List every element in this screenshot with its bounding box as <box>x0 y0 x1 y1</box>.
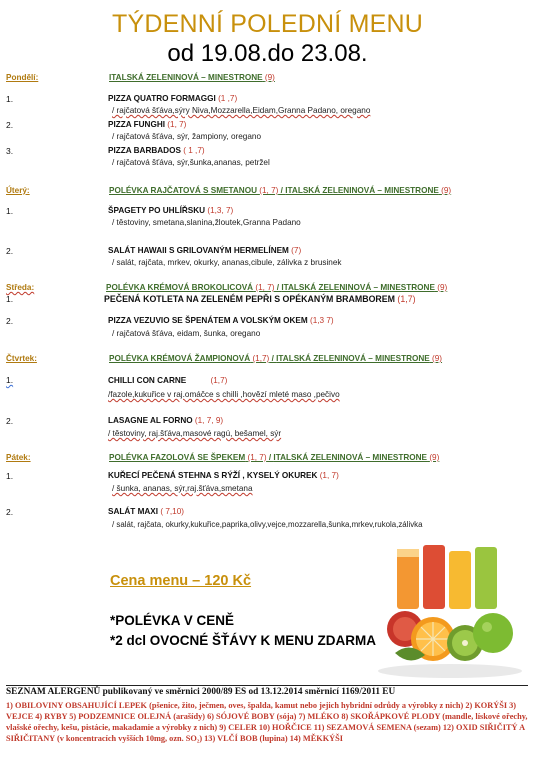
dish-name: PIZZA FUNGHI (1, 7) <box>108 120 187 129</box>
item-number: 1. <box>6 94 14 104</box>
legend-divider <box>6 685 528 686</box>
item-number: 2. <box>6 120 14 130</box>
item-number: 1. <box>6 206 14 216</box>
soup-friday: POLÉVKA FAZOLOVÁ SE ŠPEKEM (1, 7) / ITALSKÁ ZELENINOVÁ – MINESTRONE (9) <box>109 453 440 462</box>
dish-name: SALÁT HAWAII S GRILOVANÝM HERMELÍNEM (7) <box>108 246 302 255</box>
day-label-wednesday: Středa: <box>6 283 35 292</box>
date-range: od 19.08.do 23.08. <box>167 40 368 67</box>
dish-description: / rajčatová šťáva, sýr, žampiony, oregano <box>112 132 262 141</box>
soup-thursday: POLÉVKA KRÉMOVÁ ŽAMPIONOVÁ (1,7) / ITALSKÁ ZELENINOVÁ – MINESTRONE (9) <box>109 354 443 363</box>
dish-description: / šunka, ananas, sýr,raj.šťáva,smetana <box>112 484 253 493</box>
item-number: 1. <box>6 375 14 385</box>
day-label-friday: Pátek: <box>6 453 31 462</box>
item-number: 2. <box>6 507 14 517</box>
day-label-tuesday: Úterý: <box>6 186 30 195</box>
dish-description: / salát, rajčata, okurky,kukuřice,paprika,olivy,vejce,mozzarella,šunka,mrkev,rukola,zálivka <box>112 520 423 529</box>
menu-price: Cena menu – 120 Kč <box>110 573 252 589</box>
item-number: 2. <box>6 246 14 256</box>
dish-description: / rajčatová šťáva, eidam, šunka, oregano <box>112 329 261 338</box>
soup-tuesday: POLÉVKA RAJČATOVÁ S SMETANOU (1, 7) / ITALSKÁ ZELENINOVÁ – MINESTRONE (9) <box>109 186 452 195</box>
item-number: 1. <box>6 294 14 304</box>
dish-name: KUŘECÍ PEČENÁ STEHNA S RÝŽÍ , KYSELÝ OKUREK (1, 7) <box>108 471 339 480</box>
allergen-legend-text: 1) OBILOVINY OBSAHUJÍCÍ LEPEK (pšenice, žito, ječmen, oves, špalda, kamut nebo jejich hybridní odrůdy a výrobky z nich) 2) KORÝŠI 3) VEJCE 4) RYBY 5) PODZEMNICE OLEJNÁ (arašídy) 6) SÓJOVÉ BOBY (sója) 7) MLÉKO 8) SKOŘÁPKOVÉ PLODY (mandle, lískové ořechy, vlašské ořechy, kešu, pistácie, makadamie a výrobky z nich) 9) CELER 10) HOŘČICE 11) SEZAMOVÁ SEMENA (sezam) 12) OXID SIŘIČITÝ A SIŘIČITANY (v koncentracích vyšších 10mg, ozn. SO₂) 13) VLČÍ BOB (lupina) 14) MĚKKÝŠI <box>6 701 528 743</box>
dish-name: PIZZA QUATRO FORMAGGI (1 ,7) <box>108 94 238 103</box>
note-soup-included: *POLÉVKA V CENĚ <box>110 613 235 628</box>
soup-monday: ITALSKÁ ZELENINOVÁ – MINESTRONE (9) <box>109 73 275 82</box>
allergen-legend-title: SEZNAM ALERGENŮ publikovaný ve směrnici 2000/89 ES od 13.12.2014 směrnicí 1169/2011 EU <box>6 687 396 697</box>
soup-wednesday: POLÉVKA KRÉMOVÁ BROKOLICOVÁ (1, 7) / ITALSKÁ ZELENINOVÁ – MINESTRONE (9) <box>106 283 448 292</box>
dish-description: / rajčatová šťáva,sýry Niva,Mozzarella,Eidam,Granna Padano, oregano <box>112 106 371 115</box>
item-number: 1. <box>6 471 14 481</box>
dish-description: / rajčatová šťáva, sýr,šunka,ananas, petržel <box>112 158 270 167</box>
dish-name: CHILLI CON CARNE (1,7) <box>108 376 228 385</box>
day-label-thursday: Čtvrtek: <box>6 354 37 363</box>
dish-description: / salát, rajčata, mrkev, okurky, ananas,cibule, zálivka z brusinek <box>112 258 342 267</box>
item-number: 3. <box>6 146 14 156</box>
dish-name: PIZZA VEZUVIO SE ŠPENÁTEM A VOLSKÝM OKEM (1,3 7) <box>108 316 334 325</box>
dish-name: PIZZA BARBADOS ( 1 ,7) <box>108 146 205 155</box>
dish-description: / těstoviny, raj.šťáva,masové ragú, bešamel, sýr <box>108 429 282 438</box>
page-title: TÝDENNÍ POLEDNÍ MENU <box>112 10 423 38</box>
dish-description: /fazole,kukuřice v raj.omáčce s chilli ,hovězí mleté maso ,pečivo <box>108 390 340 399</box>
note-free-juice: *2 dcl OVOCNÉ ŠŤÁVY K MENU ZDARMA <box>110 633 377 648</box>
item-number: 2. <box>6 316 14 326</box>
day-label-monday: Pondělí: <box>6 73 39 82</box>
dish-name: ŠPAGETY PO UHLÍŘSKU (1,3, 7) <box>108 206 234 215</box>
fruit-juice-image <box>375 543 525 679</box>
dish-name: PEČENÁ KOTLETA NA ZELENÉM PEPŘI S OPÉKANÝM BRAMBOREM (1,7) <box>104 294 416 304</box>
dish-description: / těstoviny, smetana,slanina,žloutek,Granna Padano <box>112 218 301 227</box>
dish-name: SALÁT MAXI ( 7,10) <box>108 507 184 516</box>
dish-name: LASAGNE AL FORNO (1, 7, 9) <box>108 416 224 425</box>
item-number: 2. <box>6 416 14 426</box>
